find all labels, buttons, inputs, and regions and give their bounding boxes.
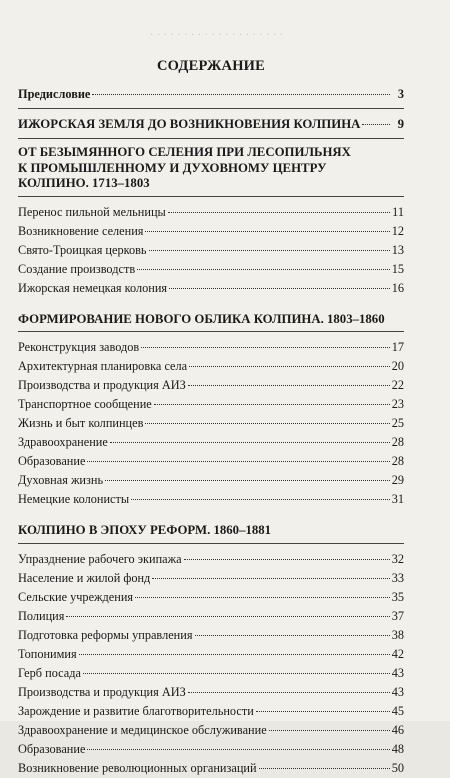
- toc-entry: [18, 260, 404, 279]
- entry-label: Производства и продукция АИЗ: [18, 684, 186, 699]
- dot-leader: [87, 461, 389, 462]
- entry-page: 25: [391, 416, 404, 430]
- entry-label: Здравоохранение и медицинское обслуживание: [18, 722, 267, 737]
- toc-chapter-2-items: [18, 203, 404, 298]
- entry-page: 50: [391, 760, 404, 775]
- toc-chapter-4-title: [18, 523, 404, 539]
- divider: [18, 331, 404, 332]
- entry-page: 38: [391, 627, 404, 642]
- toc-entry: [18, 433, 404, 452]
- entry-page: 11: [392, 204, 404, 219]
- divider: [18, 543, 404, 544]
- dot-leader: [135, 597, 390, 598]
- toc-entry: [18, 569, 404, 588]
- toc-entry: [18, 588, 404, 607]
- dot-leader: [169, 288, 390, 289]
- dot-leader: [137, 269, 390, 270]
- entry-label: Образование: [18, 454, 86, 468]
- entry-label: Здравоохранение: [18, 435, 108, 449]
- dot-leader: [168, 212, 390, 213]
- chapter-title-line: К ПРОМЫШЛЕННОМУ И ДУХОВНОМУ ЦЕНТРУ: [18, 160, 327, 175]
- dot-leader: [184, 559, 390, 560]
- dot-leader: [92, 94, 390, 95]
- entry-page: 22: [391, 378, 404, 392]
- toc-chapter-1: [18, 115, 404, 134]
- dot-leader: [141, 347, 389, 348]
- toc-entry: [18, 471, 404, 490]
- entry-label: Реконструкция заводов: [18, 340, 140, 354]
- toc-entry: [18, 626, 404, 645]
- entry-page: 48: [391, 741, 404, 756]
- table-of-contents: [18, 58, 404, 778]
- chapter-label: ИЖОРСКАЯ ЗЕМЛЯ ДО ВОЗНИКНОВЕНИЯ КОЛПИНА: [18, 117, 361, 131]
- toc-entry: [18, 702, 404, 721]
- dot-leader: [145, 423, 389, 424]
- entry-label: Производства и продукция АИЗ: [18, 378, 186, 392]
- entry-page: 17: [391, 340, 404, 354]
- divider: [18, 196, 404, 197]
- entry-page: 43: [391, 665, 404, 680]
- toc-entry: [18, 338, 404, 357]
- chapter-page: 9: [397, 117, 404, 131]
- entry-page: 28: [391, 435, 404, 449]
- dot-leader: [152, 578, 389, 579]
- toc-entry: [18, 203, 404, 222]
- dot-leader: [195, 635, 390, 636]
- toc-entry: [18, 664, 404, 683]
- toc-entry: [18, 222, 404, 241]
- dot-leader: [189, 366, 390, 367]
- dot-leader: [362, 124, 390, 125]
- entry-label: Население и жилой фонд: [18, 570, 151, 585]
- entry-label: Перенос пильной мельницы: [18, 204, 166, 219]
- dot-leader: [188, 385, 390, 386]
- entry-label: Духовная жизнь: [18, 473, 104, 487]
- toc-entry: [18, 740, 404, 759]
- dot-leader: [87, 749, 389, 750]
- dot-leader: [66, 616, 389, 617]
- toc-entry: [18, 395, 404, 414]
- toc-entry: [18, 279, 404, 298]
- bleed-through-header: · · · · · · · · · · · · · · · · · · · ·: [150, 30, 284, 41]
- entry-label: Свято-Троицкая церковь: [18, 242, 147, 257]
- dot-leader: [256, 711, 390, 712]
- entry-label: Полиция: [18, 608, 65, 623]
- entry-label: Жизнь и быт колпинцев: [18, 416, 144, 430]
- toc-entry: [18, 490, 404, 509]
- dot-leader: [131, 499, 390, 500]
- entry-label: Образование: [18, 741, 86, 756]
- divider: [18, 108, 404, 109]
- toc-entry: [18, 414, 404, 433]
- dot-leader: [110, 442, 390, 443]
- dot-leader: [83, 673, 390, 674]
- toc-entry: [18, 759, 404, 778]
- entry-page: 16: [391, 280, 404, 295]
- entry-page: 3: [397, 87, 404, 101]
- toc-chapter-2-title: [18, 145, 404, 192]
- entry-page: 29: [391, 473, 404, 487]
- dot-leader: [188, 692, 390, 693]
- entry-label: Транспортное сообщение: [18, 397, 152, 411]
- toc-entry: [18, 550, 404, 569]
- entry-page: 23: [391, 397, 404, 411]
- dot-leader: [105, 480, 390, 481]
- toc-title: СОДЕРЖАНИЕ: [156, 58, 266, 74]
- dot-leader: [79, 654, 390, 655]
- chapter-title-line: ФОРМИРОВАНИЕ НОВОГО ОБЛИКА КОЛПИНА. 1803–1860: [18, 311, 385, 326]
- toc-entry: [18, 607, 404, 626]
- dot-leader: [149, 250, 390, 251]
- entry-page: 28: [391, 454, 404, 468]
- entry-page: 35: [391, 589, 404, 604]
- entry-label: Архитектурная планировка села: [18, 359, 188, 373]
- chapter-title-line: КОЛПИНО. 1713–1803: [18, 176, 150, 190]
- toc-entry-preface: [18, 85, 404, 104]
- entry-page: 32: [391, 551, 404, 566]
- toc-entry: [18, 683, 404, 702]
- dot-leader: [269, 730, 390, 731]
- entry-label: Герб посада: [18, 665, 81, 680]
- toc-chapter-4-items: [18, 550, 404, 778]
- entry-label: Возникновение селения: [18, 223, 144, 238]
- entry-page: 33: [391, 570, 404, 585]
- toc-chapter-3-title: [18, 312, 404, 328]
- entry-page: 45: [391, 703, 404, 718]
- toc-entry: [18, 645, 404, 664]
- entry-page: 43: [391, 684, 404, 699]
- toc-entry: [18, 376, 404, 395]
- toc-entry: [18, 241, 404, 260]
- entry-page: 37: [391, 608, 404, 623]
- entry-label: Создание производств: [18, 261, 136, 276]
- entry-label: Возникновение революционных организаций: [18, 760, 257, 775]
- dot-leader: [154, 404, 390, 405]
- entry-page: 42: [391, 646, 404, 661]
- toc-chapter-3-items: [18, 338, 404, 509]
- entry-page: 12: [391, 223, 404, 238]
- chapter-title-line: КОЛПИНО В ЭПОХУ РЕФОРМ. 1860–1881: [18, 523, 272, 537]
- entry-label: Ижорская немецкая колония: [18, 280, 168, 295]
- dot-leader: [145, 231, 389, 232]
- dot-leader: [259, 768, 390, 769]
- entry-page: 31: [391, 492, 404, 506]
- entry-page: 15: [391, 261, 404, 276]
- toc-entry: [18, 452, 404, 471]
- entry-label: Предисловие: [18, 87, 91, 101]
- entry-page: 13: [391, 242, 404, 257]
- entry-page: 20: [391, 359, 404, 373]
- toc-entry: [18, 721, 404, 740]
- entry-label: Сельские учреждения: [18, 589, 134, 604]
- divider: [18, 138, 404, 139]
- entry-page: 46: [391, 722, 404, 737]
- entry-label: Подготовка реформы управления: [18, 627, 193, 642]
- chapter-title-line: ОТ БЕЗЫМЯННОГО СЕЛЕНИЯ ПРИ ЛЕСОПИЛЬНЯХ: [18, 145, 351, 159]
- entry-label: Упразднение рабочего экипажа: [18, 551, 182, 566]
- toc-entry: [18, 357, 404, 376]
- entry-label: Немецкие колонисты: [18, 492, 130, 506]
- entry-label: Зарождение и развитие благотворительности: [18, 703, 254, 718]
- entry-label: Топонимия: [18, 646, 77, 661]
